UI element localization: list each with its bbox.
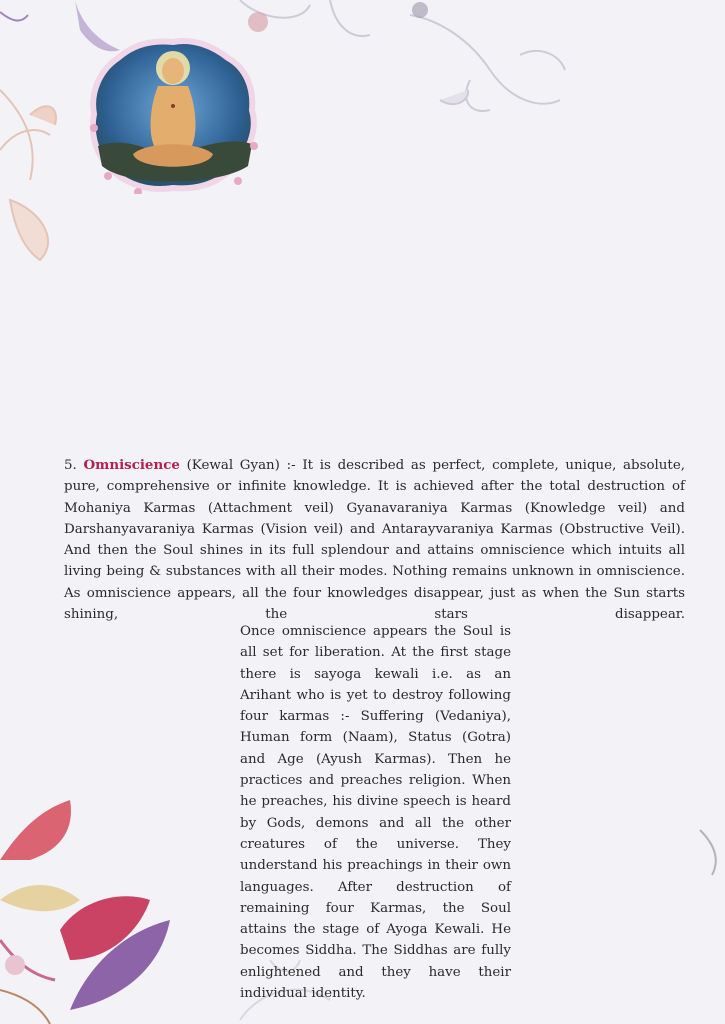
- section-number: 5.: [64, 458, 77, 473]
- section-term: Omniscience: [83, 457, 180, 473]
- liberation-column-text: Once omniscience appears the Soul is all set for liberation. At the first stage there is sayoga kewali i.e. as an Arihant who is yet to destroy following four karmas :- Suffering (Vedaniya), Human form (Naam), Status (Gotra) and Age (Ayush Karmas). Then he practices and preaches religion. When he preaches, his divine speech is heard by Gods, demons and all the other creatures of the universe. They understand his preachings in their own languages. After destruction of remaining four Karmas, the Soul attains the stage of Ayoga Kewali. He becomes Siddha. The Siddhas are fully enlightened and they have their individual identity.: [240, 624, 511, 1002]
- omniscience-paragraph: [64, 455, 685, 625]
- top-left-floral-icon: [0, 90, 56, 260]
- bottom-left-floral-icon: [0, 800, 170, 1024]
- top-floral-icon: [240, 0, 565, 111]
- meditating-figure-portrait: [88, 36, 258, 194]
- section-intro-text: (Kewal Gyan) :- It is described as perfect, complete, unique, absolute, pure, comprehensive or infinite knowledge. It is achieved after the total destruction of Mohaniya Karmas (Attachment veil) Gyanavaraniya Karmas (Knowledge veil) and Darshanyavaraniya Karmas (Vision veil) and Antarayvaraniya Karmas (Obstructive Veil). And then the Soul shines in its full splendour and attains omniscience which intuits all living being & substances with all their modes. Nothing remains unknown in omniscience. As omniscience appears, all the four knowledges disappear, just as when the Sun starts shining, the stars disappear.: [64, 458, 685, 623]
